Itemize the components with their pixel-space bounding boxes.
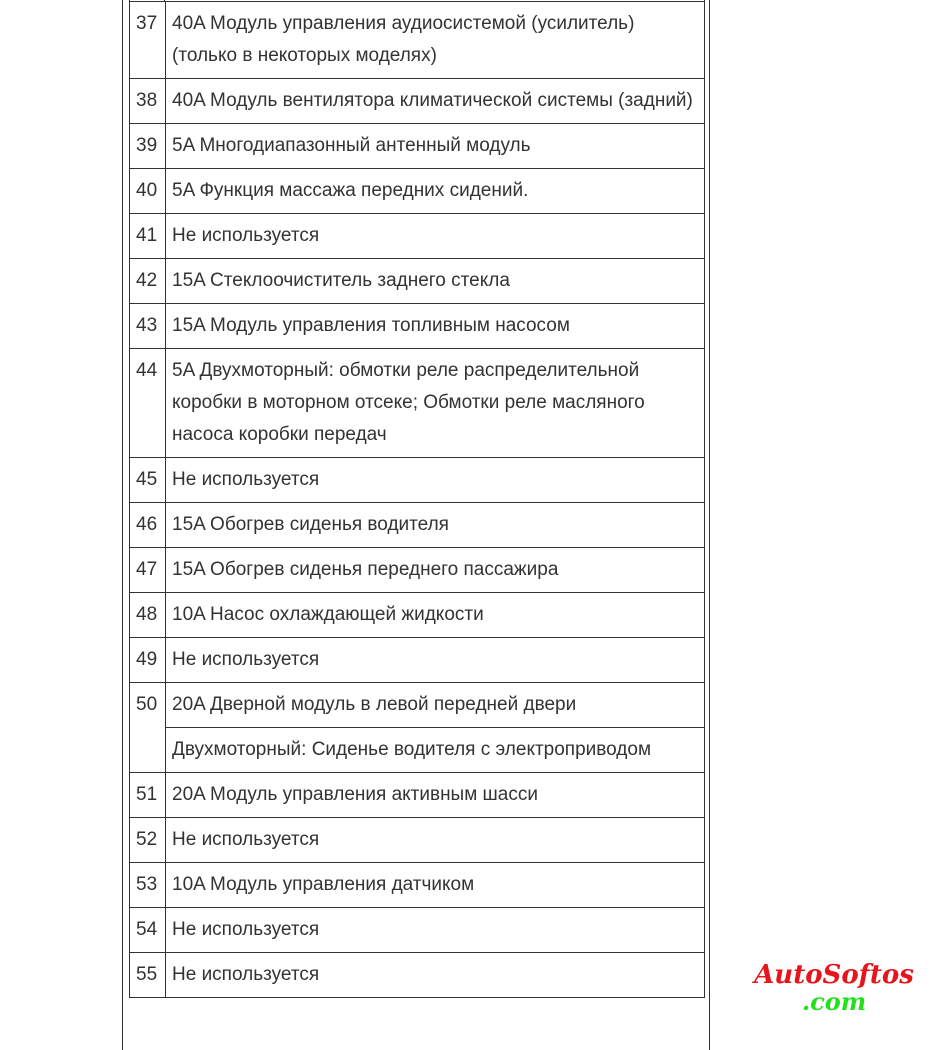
table-row (130, 863, 705, 908)
table-row (130, 728, 705, 773)
table-row (130, 503, 705, 548)
table-row (130, 773, 705, 818)
fuse-number-cell: 49 (130, 638, 166, 683)
fuse-number-cell: 51 (130, 773, 166, 818)
watermark-name: AutoSoftos (754, 960, 914, 990)
fuse-description-cell: Не используется (166, 908, 705, 953)
fuse-description-cell: 10A Модуль управления датчиком (166, 863, 705, 908)
table-row (130, 908, 705, 953)
fuse-description-cell: 15A Стеклоочиститель заднего стекла (166, 259, 705, 304)
fuse-description-cell: Не используется (166, 638, 705, 683)
fuse-description-cell: 5A Двухмоторный: обмотки реле распределительной коробки в моторном отсеке; Обмотки реле масляного насоса коробки передач (166, 349, 705, 458)
fuse-description-cell: 40A Модуль управления аудиосистемой (усилитель) (только в некоторых моделях) (166, 2, 705, 79)
fuse-number-cell: 39 (130, 124, 166, 169)
fuse-description-cell: 10A Насос охлаждающей жидкости (166, 593, 705, 638)
fuse-description-cell: 5A Функция массажа передних сидений. (166, 169, 705, 214)
fuse-number-cell: 40 (130, 169, 166, 214)
fuse-description-cell: 20A Модуль управления активным шасси (166, 773, 705, 818)
fuse-number-cell: 55 (130, 953, 166, 998)
table-row (130, 169, 705, 214)
fuse-table-body (130, 2, 705, 998)
fuse-description-cell: Двухмоторный: Сиденье водителя с электроприводом (166, 728, 705, 773)
fuse-number-cell: 43 (130, 304, 166, 349)
fuse-number-cell: 38 (130, 79, 166, 124)
fuse-table (129, 1, 705, 998)
table-row (130, 2, 705, 79)
fuse-description-cell: 15A Обогрев сиденья переднего пассажира (166, 548, 705, 593)
fuse-number-cell: 37 (130, 2, 166, 79)
fuse-description-cell: Не используется (166, 953, 705, 998)
watermark-tld: .com (801, 987, 867, 1016)
table-row (130, 638, 705, 683)
table-row (130, 124, 705, 169)
fuse-number-cell: 47 (130, 548, 166, 593)
table-row (130, 304, 705, 349)
fuse-number-cell: 48 (130, 593, 166, 638)
fuse-description-cell: 15A Обогрев сиденья водителя (166, 503, 705, 548)
table-row (130, 548, 705, 593)
table-row (130, 683, 705, 728)
fuse-number-cell: 52 (130, 818, 166, 863)
fuse-number-cell: 44 (130, 349, 166, 458)
fuse-number-cell: 45 (130, 458, 166, 503)
table-row (130, 349, 705, 458)
table-row (130, 214, 705, 259)
fuse-description-cell: 15A Модуль управления топливным насосом (166, 304, 705, 349)
fuse-number-cell: 53 (130, 863, 166, 908)
table-row (130, 818, 705, 863)
fuse-description-cell: 5A Многодиапазонный антенный модуль (166, 124, 705, 169)
fuse-number-cell: 54 (130, 908, 166, 953)
fuse-number-cell: 50 (130, 683, 166, 773)
fuse-number-cell: 42 (130, 259, 166, 304)
fuse-description-cell: 40A Модуль вентилятора климатической системы (задний) (166, 79, 705, 124)
table-row (130, 953, 705, 998)
fuse-description-cell: Не используется (166, 214, 705, 259)
fuse-description-cell: Не используется (166, 818, 705, 863)
fuse-description-cell: 20A Дверной модуль в левой передней двери (166, 683, 705, 728)
table-row (130, 593, 705, 638)
table-row (130, 458, 705, 503)
fuse-description-cell: Не используется (166, 458, 705, 503)
table-row (130, 259, 705, 304)
watermark-logo (736, 962, 932, 1014)
fuse-number-cell: 41 (130, 214, 166, 259)
table-row (130, 79, 705, 124)
fuse-number-cell: 46 (130, 503, 166, 548)
